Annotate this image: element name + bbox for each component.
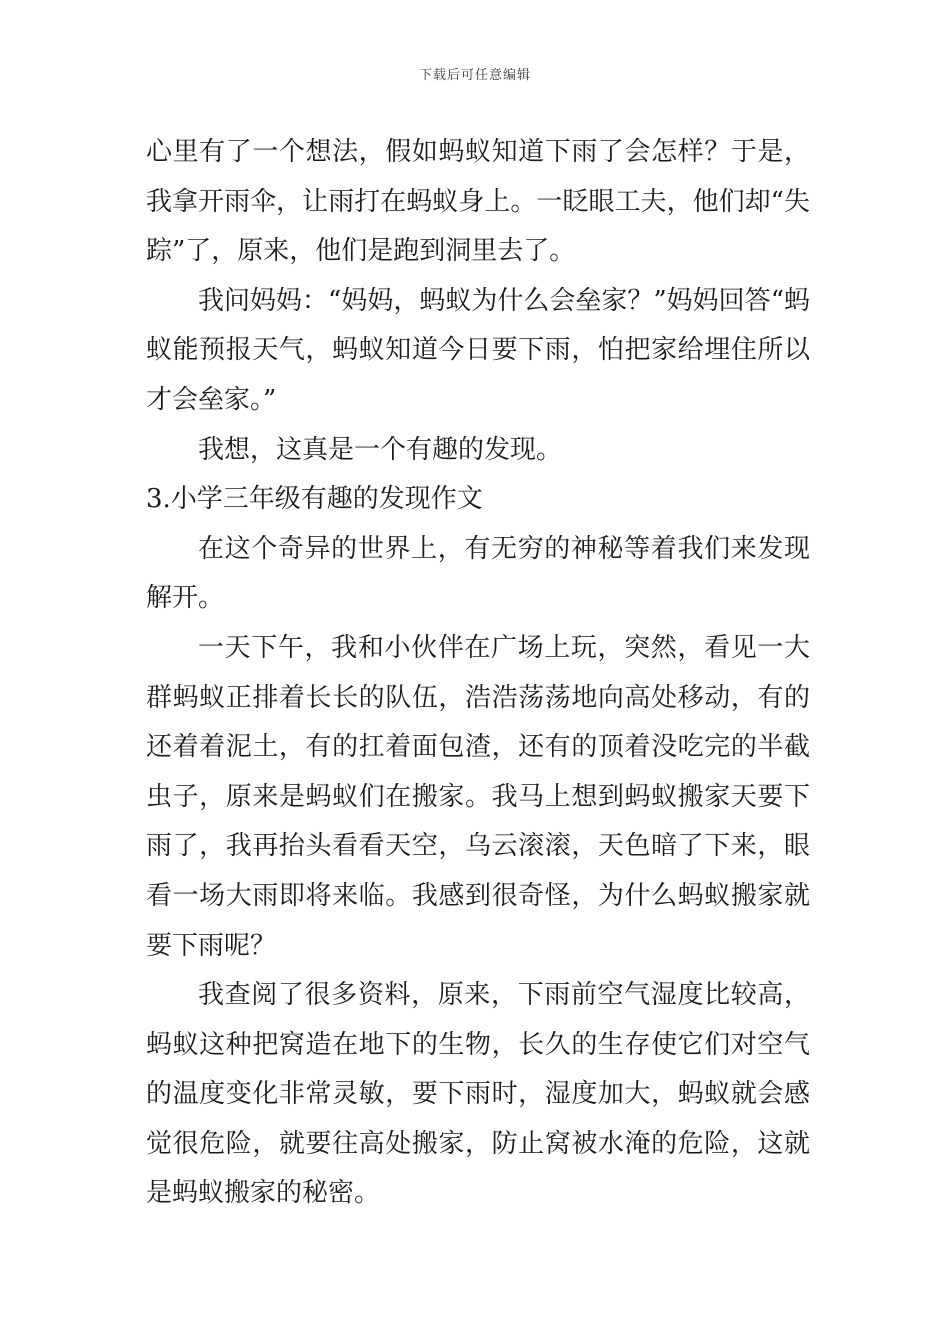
paragraph-explanation: 我查阅了很多资料，原来，下雨前空气湿度比较高，蚂蚁这种把窝造在地下的生物，长久的生存使它们对空气的温度变化非常灵敏，要下雨时，湿度加大，蚂蚁就会感觉很危险，就要往高处搬家，防止窝被水淹的危险，这就是蚂蚁搬家的秘密。 [146, 980, 810, 1209]
document-body [146, 128, 810, 1219]
paragraph-intro: 在这个奇异的世界上，有无穷的神秘等着我们来发现解开。 [146, 533, 810, 614]
section-heading: 3.小学三年级有趣的发现作文 [146, 484, 483, 515]
paragraph-observation: 一天下午，我和小伙伴在广场上玩，突然，看见一大群蚂蚁正排着长长的队伍，浩浩荡荡地向高处移动，有的还着着泥土，有的扛着面包渣，还有的顶着没吃完的半截虫子，原来是蚂蚁们在搬家。我马上想到蚂蚁搬家天要下雨了，我再抬头看看天空，乌云滚滚，天色暗了下来，眼看一场大雨即将来临。我感到很奇怪，为什么蚂蚁搬家就要下雨呢？ [146, 632, 810, 961]
download-note: 下载后可任意编辑 [418, 68, 531, 83]
paragraph-continuation: 心里有了一个想法，假如蚂蚁知道下雨了会怎样？于是，我拿开雨伞，让雨打在蚂蚁身上。一眨眼工夫，他们却“失踪”了，原来，他们是跑到洞里去了。 [146, 137, 810, 267]
paragraph-dialogue: 我问妈妈：“妈妈，蚂蚁为什么会垒家？”妈妈回答“蚂蚁能预报天气，蚂蚁知道今日要下雨，怕把家给埋住所以才会垒家。” [146, 285, 810, 415]
paragraph-conclusion: 我想，这真是一个有趣的发现。 [198, 434, 563, 465]
